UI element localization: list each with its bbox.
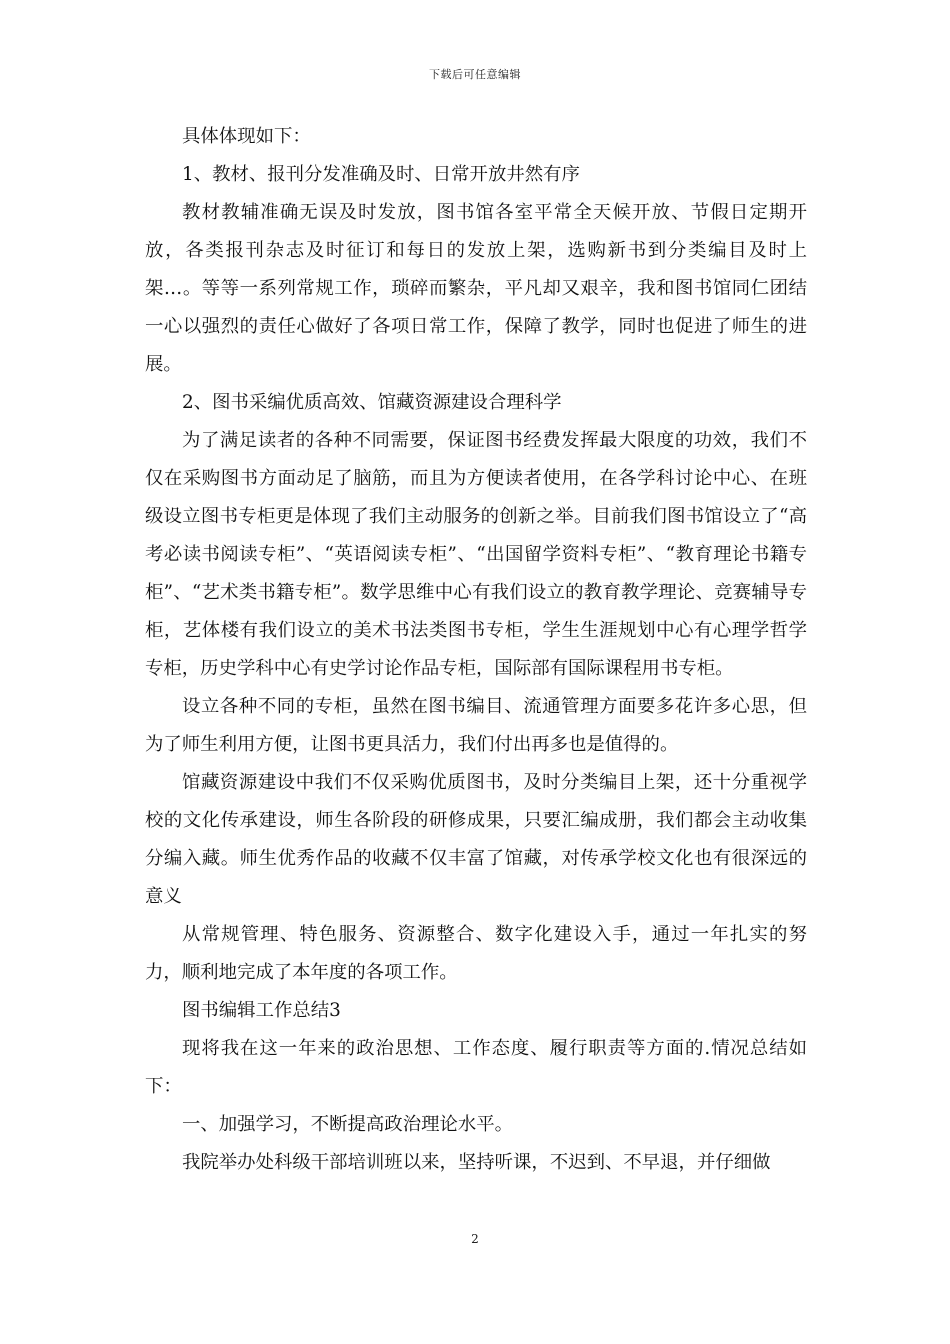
paragraph-body-2: 为了满足读者的各种不同需要，保证图书经费发挥最大限度的功效，我们不仅在采购图书方面动足了脑筋，而且为方便读者使用，在各学科讨论中心、在班级设立图书专柜更是体现了我们主动服务的创新之举。目前我们图书馆设立了“高考必读书阅读专柜”、“英语阅读专柜”、“出国留学资料专柜”、“教育理论书籍专柜”、“艺术类书籍专柜”。数学思维中心有我们设立的教育教学理论、竞赛辅导专柜，艺体楼有我们设立的美术书法类图书专柜，学生生涯规划中心有心理学哲学专柜，历史学科中心有史学讨论作品专柜，国际部有国际课程用书专柜。 [145,430,807,679]
paragraph-body-4: 馆藏资源建设中我们不仅采购优质图书，及时分类编目上架，还十分重视学校的文化传承建设，师生各阶段的研修成果，只要汇编成册，我们都会主动收集分编入藏。师生优秀作品的收藏不仅丰富了馆藏，对传承学校文化也有很深远的意义 [145,772,807,907]
document-body [145,118,807,1182]
section-title: 图书编辑工作总结3 [182,1000,341,1021]
paragraph-body-6: 现将我在这一年来的政治思想、工作态度、履行职责等方面的.情况总结如下： [145,1038,807,1097]
page-number: 2 [471,1232,479,1246]
paragraph-body-7: 我院举办处科级干部培训班以来，坚持听课，不迟到、不早退，并仔细做 [182,1152,771,1173]
paragraph-heading-3: 一、加强学习，不断提高政治理论水平。 [182,1114,514,1135]
paragraph-body-5: 从常规管理、特色服务、资源整合、数字化建设入手，通过一年扎实的努力，顺利地完成了本年度的各项工作。 [145,924,807,983]
paragraph-body-1: 教材教辅准确无误及时发放，图书馆各室平常全天候开放、节假日定期开放，各类报刊杂志及时征订和每日的发放上架，选购新书到分类编目及时上架…。等等一系列常规工作，琐碎而繁杂，平凡却又艰辛，我和图书馆同仁团结一心以强烈的责任心做好了各项日常工作，保障了教学，同时也促进了师生的进展。 [145,202,807,375]
paragraph-intro: 具体体现如下： [182,126,311,147]
paragraph-heading-1: 1、教材、报刊分发准确及时、日常开放井然有序 [182,164,580,185]
page-header: 下载后可任意编辑 [429,68,521,81]
paragraph-body-3: 设立各种不同的专柜，虽然在图书编目、流通管理方面要多花许多心思，但为了师生利用方便，让图书更具活力，我们付出再多也是值得的。 [145,696,807,755]
paragraph-heading-2: 2、图书采编优质高效、馆藏资源建设合理科学 [182,392,562,413]
